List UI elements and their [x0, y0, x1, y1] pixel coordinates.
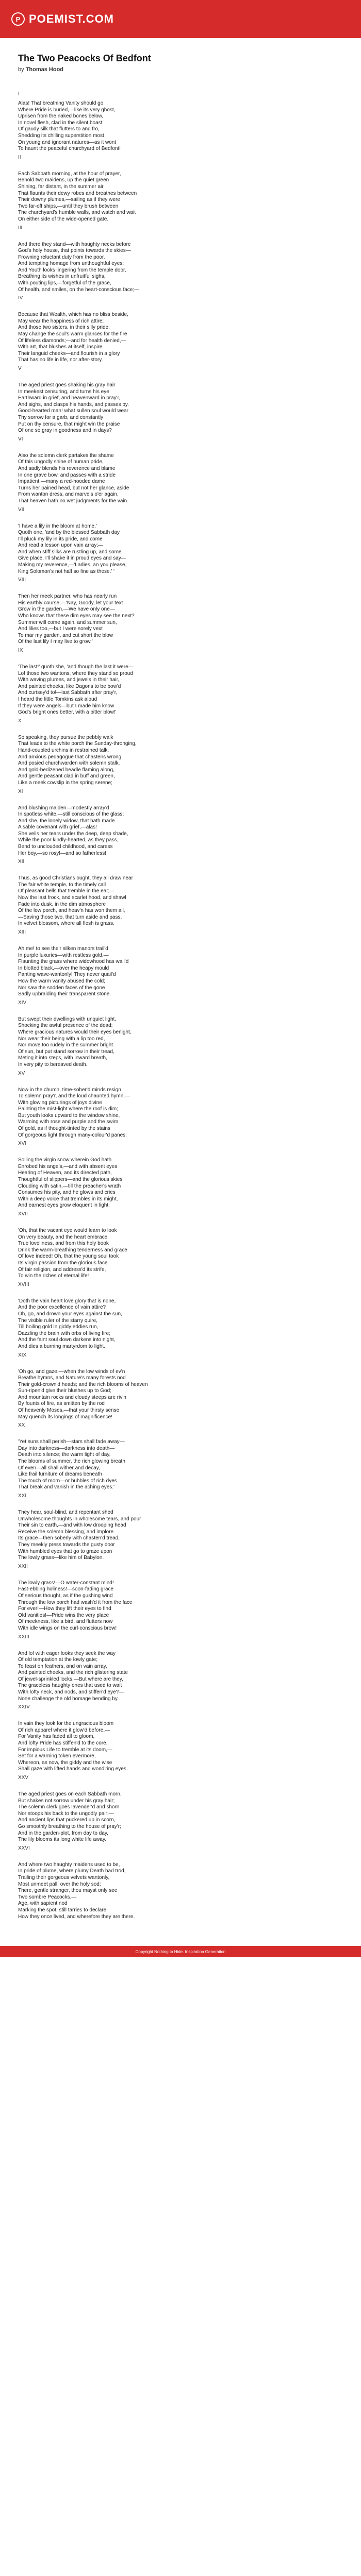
poem-line: Of pleasant bells that tremble in the ear;— [18, 888, 115, 894]
poem-line: May change the soul's warm glances for the fire [18, 331, 127, 337]
poem-line: And dies a burning martyrdom to light. [18, 1343, 105, 1349]
stanza [18, 946, 343, 1006]
poem-line: Bend to unclouded childhood, and caress [18, 844, 113, 850]
poem-line: The churchyard's humble walls, and watch and wait [18, 210, 136, 216]
poem-line: Of one so gray in goodness and in days? [18, 428, 112, 434]
poem-line: Frowning reluctant duty from the poor, [18, 254, 105, 260]
stanza-number: XXVI [18, 1845, 30, 1851]
poem-line: Shedding its chilling superstition most [18, 132, 104, 139]
poem-line: Two sombre Peacocks.— [18, 1894, 77, 1900]
poem-line: None challenge the old homage bending by. [18, 1696, 119, 1702]
byline-prefix: by [18, 66, 24, 73]
poem-line: 'Oh go, and gaze,—when the low winds of ev'n [18, 1368, 125, 1375]
poem-line: Their languid cheeks—and flourish in a glory [18, 350, 120, 357]
poem-line: Of fair religion, and address'd its strife, [18, 1266, 106, 1273]
poem-line: Also the solemn clerk partakes the shame [18, 452, 114, 459]
stanza [18, 242, 343, 302]
stanza [18, 1791, 343, 1852]
poem-line: Warming with rose and purple and the swim [18, 1119, 119, 1125]
poem-line: And in the garden-plot, from day to day, [18, 1830, 108, 1836]
poem-line: And anxious pedagogue that chastens wrong, [18, 754, 123, 760]
poem-line: The fair white temple, to the timely call [18, 882, 106, 888]
poem-line: On very beauty, and the heart embrace [18, 1234, 108, 1240]
poem-line: Hand-coupled urchins in restrained talk, [18, 747, 109, 753]
poem-line: May wear the happiness of rich attire; [18, 318, 104, 324]
poem-line: Like a meek cowslip in the spring serene; [18, 779, 112, 786]
poem-line: Impatient:—many a red-hooded dame [18, 479, 105, 485]
poem-line: With art, that blushes at itself, inspire [18, 344, 103, 350]
poem-line: Set for a warning token evermore, [18, 1753, 96, 1759]
stanza-number: XIV [18, 999, 27, 1006]
poem-line: That heaven hath no wet judgments for the vain. [18, 498, 129, 504]
poem-line: Dazzling the brain with orbs of living fire; [18, 1330, 110, 1336]
poem-line: 'I have a lily in the bloom at home,' [18, 523, 97, 529]
poem-line: Of gaudy silk that flutters to and fro, [18, 126, 100, 132]
stanza [18, 875, 343, 936]
stanza-number: IX [18, 648, 23, 653]
poem-line: Clouding with satin,—till the preacher's wrath [18, 1183, 121, 1189]
poem-line: Flaunting the grass where widowhood has wail'd [18, 959, 129, 965]
poem-line: Drink the warm-breathing tenderness and grace [18, 1247, 127, 1253]
poem-line: Death into silence; the warm light of day, [18, 1452, 111, 1458]
poem-line: Their gold-crown'd heads; and the rich blooms of heaven [18, 1381, 148, 1387]
poem-line: Where gracious natures would their eyes benight, [18, 1029, 132, 1035]
poem-line: Go smoothly breathing to the house of pray'r; [18, 1823, 121, 1829]
poem-line: And lo! with eager looks they seek the way [18, 1650, 116, 1656]
poem-line: Nor stoops his back to the ungodly pair;— [18, 1810, 114, 1817]
site-footer [0, 1946, 361, 1957]
poem-line: King Solomon's not half so fine as these.' ' [18, 568, 114, 574]
poem-line: —Saving those two, that turn aside and pass, [18, 914, 122, 920]
stanza [18, 1228, 343, 1288]
logo-icon: P [11, 12, 25, 26]
stanza [18, 1369, 343, 1429]
poem-line: And lofty Pride has stiffen'd to the core, [18, 1740, 108, 1747]
poem-line: On young and ignorant natures—as it wont [18, 139, 117, 145]
poem-line: Till boiling gold in giddy eddies run, [18, 1324, 99, 1330]
stanza-number: XXII [18, 1563, 28, 1569]
stanza [18, 382, 343, 443]
poem-line: Trailing their gorgeous velvets wantonly, [18, 1874, 110, 1880]
poem-line: In pride of plume, where plumy Death had trod, [18, 1868, 126, 1874]
poem-line: I'll pluck my lily in its pride, and come [18, 536, 103, 542]
poem-line: Painting the mist-light where the roof is dim; [18, 1106, 118, 1112]
stanza [18, 1721, 343, 1781]
poem-line: Of gorgeous light through many-colour'd panes; [18, 1132, 127, 1138]
poem-line: By founts of fire, as smitten by the rod [18, 1401, 105, 1407]
poem-line: 'Oh, that the vacant eye would learn to look [18, 1228, 117, 1233]
poem-line: Nor wear their being with a lip too red, [18, 1036, 105, 1042]
poem-line: And read a lesson upon vain array;— [18, 543, 104, 549]
poem-line: Panting wave-wantonly! They never quail'd [18, 972, 116, 978]
stanza [18, 312, 343, 372]
poem-line: And sadly blends his reverence and blame [18, 465, 116, 471]
poem-line: Shall gaze with lifted hands and wond'ring eyes. [18, 1766, 128, 1772]
poem-line: Marking the spot, still tarries to declare [18, 1907, 107, 1913]
poem-line: Breathing its wishes in unfruitful sighs, [18, 274, 106, 280]
site-header [0, 0, 361, 38]
poem-line: Nor move too rudely in the summer bright [18, 1042, 113, 1048]
stanza-number: VII [18, 506, 25, 513]
poem-line: Through the low porch had wash'd it from the face [18, 1599, 133, 1605]
poem-line: Lo! those two wantons, where they stand so proud [18, 670, 133, 676]
poem-line: A sable covenant with grief,—alas! [18, 824, 97, 831]
poem-author[interactable]: Thomas Hood [25, 66, 64, 73]
poem-line: With pouting lips,—forgetful of the grace, [18, 280, 111, 286]
poem-line: Of jewel-sprinkled locks.—But where are they, [18, 1676, 123, 1682]
poem-line: And where two haughty maidens used to be, [18, 1861, 120, 1868]
poem-line: That break and vanish in the aching eyes.' [18, 1484, 115, 1490]
stanza-number: XX [18, 1422, 25, 1429]
poem-content [0, 38, 361, 1941]
poem-line: 'The last!' quoth she, 'and though the last it were— [18, 664, 134, 670]
poem-line: That flaunts their dewy robes and breathes between [18, 190, 137, 196]
poem-line: In very pity to bereaved death. [18, 1061, 88, 1067]
poem-line: Of meekness, like a bird, and flutters now [18, 1619, 113, 1625]
poem-line: Good-hearted man! what sullen soul would wear [18, 408, 129, 414]
poem-line: For impious Life to tremble at its doom,— [18, 1747, 112, 1753]
poem-line: With a deep voice that trembles in its might, [18, 1196, 118, 1202]
stanza [18, 100, 343, 161]
poem-line: In meekest censuring, and turns his eye [18, 388, 109, 395]
poem-line: Most unmeet pall, over the holy sod; [18, 1881, 101, 1887]
poem-line: How they once lived, and wherefore they are there. [18, 1913, 135, 1920]
stanza-number: I [18, 91, 20, 97]
poem-line: Put on thy censure, that might win the praise [18, 421, 120, 427]
poem-line: Of serious thought, as if the gushing wind [18, 1592, 113, 1599]
poem-line: Alas! That breathing Vanity should go [18, 100, 104, 106]
stanza-number: XVII [18, 1211, 28, 1217]
poem-line: Nor saw the sodden faces of the gone [18, 985, 105, 991]
poem-line: She veils her tears under the deep, deep shade, [18, 831, 128, 837]
stanza [18, 1439, 343, 1499]
poem-line: But youth looks upward to the window shine, [18, 1112, 120, 1118]
poem-line: They meekly press towards the gusty door [18, 1541, 115, 1548]
poem-line: 'Doth the vain heart love glory that is none, [18, 1298, 116, 1304]
poem-line: And curtsey'd to!—last Sabbath after pray'r, [18, 690, 118, 696]
poem-line: With lofty neck, and nods, and stiffen'd eye?— [18, 1689, 124, 1696]
poem-line: With humbled eyes that go to graze upon [18, 1548, 112, 1554]
poem-line: Behold two maidens, up the quiet green [18, 177, 109, 183]
poem-line: And mountain rocks and cloudy steeps are riv'n [18, 1394, 126, 1400]
poem-line: And gold-bedizened beadle flaming along, [18, 767, 114, 773]
poem-line: The aged priest goes on each Sabbath morn, [18, 1791, 122, 1797]
stanza [18, 1651, 343, 1711]
poem-line: Whereon, as now, the giddy and the wise [18, 1759, 112, 1766]
poem-line: While the poor kindly-hearted, as they pass, [18, 837, 119, 843]
poem-line: Like frail furniture of dreams beneath [18, 1471, 102, 1478]
stanza [18, 1157, 343, 1217]
stanza-number: X [18, 718, 22, 724]
poem-line: To win the riches of eternal life! [18, 1273, 89, 1279]
poem-line: With waving plumes, and jewels in their hair, [18, 677, 120, 683]
poem-line: And gentle peasant clad in buff and green, [18, 773, 115, 779]
poem-line: With glowing picturings of joys divine [18, 1099, 102, 1106]
stanza [18, 664, 343, 724]
stanza-number: VIII [18, 577, 26, 583]
poem-line: The blooms of summer, the rich glowing breath [18, 1459, 125, 1465]
poem-line: Where Pride is buried,—like its very ghost, [18, 107, 116, 113]
stanza [18, 594, 343, 654]
poem-line: Making my reverence,—'Ladies, an you please, [18, 562, 127, 568]
poem-line: To feast on feathers, and on vain array, [18, 1663, 107, 1669]
poem-line: Thoughtful of slippers—and the glorious skies [18, 1177, 123, 1183]
stanza [18, 1016, 343, 1077]
poem-body [18, 91, 343, 1920]
poem-line: And the faint soul down darkens into night, [18, 1337, 116, 1343]
poem-line: And there they stand—with haughty necks before [18, 241, 131, 247]
poem-line: Each Sabbath morning, at the hour of prayer, [18, 171, 121, 177]
poem-line: The graceless haughty ones that used to wait [18, 1683, 122, 1689]
poem-line: And when stiff silks are rustling up, and some [18, 549, 122, 555]
poem-line: Of old temptation at the lowly gate; [18, 1657, 97, 1663]
poem-line: 'Yet suns shall perish—stars shall fade away— [18, 1439, 125, 1445]
poem-line: To solemn pray'r, and the loud chaunted hymn,— [18, 1093, 130, 1099]
stanza [18, 1580, 343, 1640]
poem-line: Hearing of Heaven, and its directed path, [18, 1170, 112, 1176]
poem-line: Shocking the awful presence of the dead; [18, 1023, 113, 1029]
poem-line: Of the low porch, and heav'n has won them all, [18, 908, 125, 914]
poem-line: In velvet blossom, where all flesh is grass. [18, 921, 114, 927]
poem-line: In purple luxuries—with restless gold,— [18, 952, 109, 958]
stanza-number: XXI [18, 1493, 27, 1499]
poem-line: Fast-ebbing holiness!—soon-fading grace [18, 1586, 114, 1592]
poem-line: Of even—all shall wither and decay, [18, 1465, 100, 1471]
poem-line: And ancient lips that puckered up in scorn, [18, 1817, 116, 1823]
poem-line: Unwholesome thoughts in wholesome tears, and pour [18, 1516, 141, 1522]
poem-line: They hear, soul-blind, and repentant shed [18, 1510, 113, 1515]
stanza [18, 1087, 343, 1147]
poem-line: And Youth looks lingering from the temple door, [18, 267, 126, 273]
poem-line: Of lifeless diamonds;—and for health denied,— [18, 337, 126, 344]
poem-line: Of the last lily I may live to grow.' [18, 639, 93, 645]
poem-line: There, gentle stranger, thou mayst only see [18, 1888, 118, 1894]
poem-line: And sighs, and clasps his hands, and passes by. [18, 401, 129, 408]
poem-line: With idle wings on the curl-conscious brow! [18, 1625, 117, 1631]
poem-line: Of gold, as if thought-tinted by the stains [18, 1126, 110, 1132]
stanza-number: IV [18, 295, 23, 301]
poem-line: Sadly upbraiding their transparent stone. [18, 991, 111, 997]
poem-line: In spotless white,—still conscious of the glass; [18, 811, 124, 818]
poem-line: And lilies too,—but I were sorely vext [18, 626, 103, 632]
poem-line: Earthward in grief, and heavenward in pray'r, [18, 395, 121, 401]
poem-line: Old vanities!—Pride wins the very place [18, 1612, 109, 1618]
poem-line: Of rich apparel where it glow'd before,— [18, 1727, 110, 1733]
poem-line: I heard the little Tomkins ask aloud [18, 696, 97, 702]
poem-line: Then her meek partner, who has nearly run [18, 594, 117, 600]
poem-line: In vain they look for the ungracious bloom [18, 1721, 114, 1727]
poem-line: Fade into dusk, in the dim atmosphere [18, 901, 106, 907]
poem-line: Now the last frock, and scarlet hood, and shawl [18, 895, 126, 901]
poem-line: For ever!—How they lift their eyes to find [18, 1606, 111, 1612]
stanza-number: XII [18, 859, 25, 865]
poem-line: But shakes not sorrow under his gray hair; [18, 1798, 115, 1804]
poem-line: Their downy plumes,—sailing as if they were [18, 197, 120, 203]
poem-line: Her boy,—so rosy!—and so fatherless! [18, 850, 106, 856]
stanza-number: VI [18, 436, 23, 442]
poem-line: God's holy house, that points towards the skies— [18, 248, 131, 254]
poem-line: And blushing maiden—modestly array'd [18, 805, 109, 811]
site-logo[interactable] [11, 12, 114, 26]
stanza [18, 523, 343, 584]
poem-line: That has no life in life, nor after-story. [18, 357, 103, 363]
poem-line: Of this ungodly shine of human pride, [18, 459, 104, 465]
poem-line: Of health, and smiles, on the heart-conscious face;— [18, 286, 140, 293]
stanza-number: III [18, 225, 23, 231]
poem-line: Two far-off ships,—until they brush between [18, 203, 119, 209]
poem-line: Of heavenly Moses,—that your thirsty sense [18, 1408, 120, 1414]
stanza-number: XIX [18, 1352, 27, 1358]
poem-line: The solemn clerk goes lavender'd and shorn [18, 1804, 120, 1810]
poem-line: And tempting homage from unthoughtful eyes: [18, 261, 124, 267]
stanza [18, 1862, 343, 1920]
poem-line: In novel flesh, clad in the silent boast [18, 120, 103, 126]
poem-line: To haunt the peaceful churchyard of Bedfont! [18, 146, 121, 152]
stanza-number: XVI [18, 1141, 27, 1147]
poem-line: The aged priest goes shaking his gray hair [18, 382, 116, 388]
poem-line: And painted cheeks, and the rich glistering state [18, 1670, 128, 1676]
poem-line: The touch of morn—or bubbles of rich dyes [18, 1478, 117, 1484]
poem-title: The Two Peacocks Of Bedfont [18, 53, 151, 63]
poem-line: In one grave bow, and passes with a stride [18, 472, 116, 478]
poem-line: The lowly grass!—O water-constant mind! [18, 1580, 114, 1586]
stanza [18, 1510, 343, 1570]
poem-line: Their sin to earth,—and with low drooping head [18, 1522, 126, 1529]
poem-line: Of sun, but put stand sorrow in their tread, [18, 1048, 114, 1055]
poem-line: And the poor excellence of vain attire? [18, 1304, 106, 1311]
poem-line: Breathe hymns, and Nature's many forests nod [18, 1375, 126, 1381]
stanza-number: XI [18, 788, 23, 794]
poem-line: Meting it into steps, with inward breath, [18, 1055, 107, 1061]
poem-line: Its virgin passion from the glorious face [18, 1260, 108, 1266]
poem-line: And she, the lonely widow, that hath made [18, 818, 115, 824]
stanza-number: XIII [18, 929, 26, 935]
poem-line: Turns her pained head, but not her glance, aside [18, 485, 129, 491]
stanza-number: XXIV [18, 1704, 30, 1710]
poem-line: If they were angels—but I made him know [18, 703, 114, 709]
stanza-number: XV [18, 1070, 25, 1076]
stanza [18, 735, 343, 795]
poem-line: And painted cheeks, like Dagons to be bow'd [18, 683, 121, 689]
poem-line: Uprisen from the naked bones below, [18, 113, 104, 120]
poem-line: God's bright ones better, with a bitter blow!' [18, 709, 117, 716]
poem-line: From wanton dress, and marvels o'er again, [18, 492, 119, 498]
poem-line: And posied churchwarden with solemn stalk, [18, 760, 120, 767]
poem-line: Give place, I'll shake it in proud eyes and say— [18, 555, 126, 562]
stanza-number: XXV [18, 1775, 29, 1781]
poem-line: Because that Wealth, which has no bliss beside, [18, 312, 128, 318]
poem-line: For Vanity has faded all to gloom, [18, 1734, 95, 1740]
stanza-number: V [18, 366, 22, 371]
stanza [18, 1298, 343, 1359]
poem-line: Consumes his pity, and he glows and cries [18, 1190, 116, 1196]
stanza-number: XXIII [18, 1634, 29, 1640]
stanza [18, 453, 343, 513]
poem-line: Receive the solemn blessing, and implore [18, 1529, 114, 1535]
poem-line: May quench its longings of magnificence! [18, 1414, 112, 1420]
stanza-number: XVIII [18, 1281, 29, 1287]
poem-line: Its grace—then soberly with chasten'd tread, [18, 1535, 120, 1541]
stanza [18, 171, 343, 231]
poem-line: Summer will come again, and summer sun, [18, 619, 117, 625]
poem-line: That leads to the white porch the Sunday-thronging, [18, 741, 137, 747]
poem-line: Sun-ripen'd give their blushes up to God; [18, 1388, 111, 1394]
poem-line: Of love indeed! Oh, that the young soul took [18, 1253, 119, 1260]
footer-copyright: Copyright Nothing to Hide. Inspiration Generation [135, 1949, 226, 1954]
stanza [18, 805, 343, 866]
poem-line: So speaking, they pursue the pebbly walk [18, 734, 113, 740]
poem-line: The lowly grass—like him of Babylon. [18, 1555, 104, 1561]
poem-line: Soiling the virgin snow wherein God hath [18, 1157, 112, 1163]
poem-line: True loveliness, and from this holy book [18, 1241, 109, 1247]
poem-byline [18, 66, 343, 73]
poem-line: Who knows that these dim eyes may see the next? [18, 613, 135, 619]
poem-line: But swept their dwellings with unquiet light, [18, 1016, 117, 1022]
poem-line: On either side of the wide-opened gate. [18, 216, 109, 222]
poem-line: His earthly course,—'Nay, Goody, let your text [18, 600, 123, 606]
poem-line: Oh, go, and drown your eyes against the sun, [18, 1311, 122, 1317]
poem-line: Thy sorrow for a garb, and constantly [18, 414, 104, 420]
poem-line: In blotted black,—over the heapy mould [18, 965, 109, 971]
poem-line: Day into darkness—darkness into death— [18, 1445, 115, 1451]
poem-line: How the warm vanity abused the cold; [18, 978, 105, 984]
poem-line: To mar my garden, and cut short the blow [18, 632, 113, 638]
poem-line: And those two sisters, in their silly pride, [18, 325, 110, 331]
poem-line: Ah me! to see their silken manors trail'd [18, 946, 108, 952]
poem-line: The lily blooms its long white life away. [18, 1837, 106, 1843]
poem-line: Thus, as good Christians ought, they all draw near [18, 875, 133, 882]
poem-line: The visible ruler of the starry quire, [18, 1317, 97, 1324]
poem-line: Quoth one, 'and by the blessed Sabbath day [18, 530, 120, 536]
poem-line: Age, with sapient nod [18, 1901, 68, 1907]
poem-line: Enrobed his angels,—and with absent eyes [18, 1163, 118, 1170]
poem-line: Grow in the garden.—We have only one— [18, 606, 115, 613]
logo-text: POEMIST.COM [29, 12, 114, 25]
poem-line: And earnest eyes grow eloquent in light: [18, 1202, 110, 1209]
stanza-number: II [18, 154, 21, 160]
poem-line: Now in the church, time-sober'd minds resign [18, 1087, 121, 1093]
poem-line: Shining, far distant, in the summer air [18, 183, 104, 190]
